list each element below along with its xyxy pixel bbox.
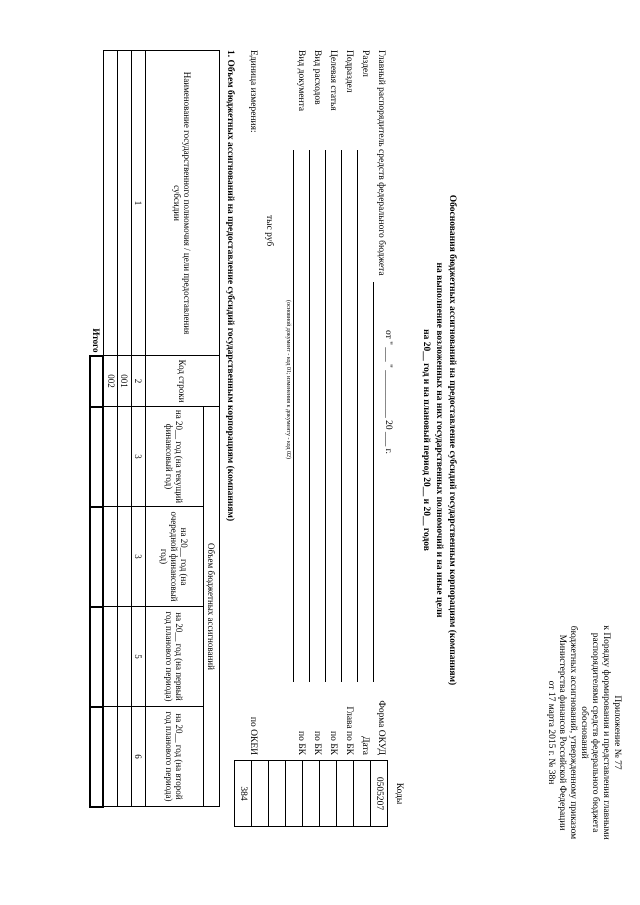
cell-value <box>104 507 118 607</box>
group-header: Объем бюджетных ассигнований <box>204 407 220 807</box>
total-value <box>90 407 104 507</box>
col-number: 6 <box>132 707 146 807</box>
document-title-line: Обоснования бюджетных ассигнований на предоставление субсидий государственным корпорациям (компаниям) <box>447 194 457 686</box>
codes-box <box>234 760 388 827</box>
vid-doc-label: Вид документа <box>296 50 306 112</box>
cell-value <box>118 507 132 607</box>
appendix-line: бюджетных ассигнований, утвержденному приказом <box>568 625 578 840</box>
date-label: Дата <box>360 736 370 755</box>
cell-code: 002 <box>104 356 118 407</box>
vid-doc-note: (основной документ - код 01; изменения к документу - код 02) <box>285 300 291 459</box>
vid-rashodov-code <box>268 761 285 826</box>
appendix-line: от 17 марта 2015 г. № 38н <box>546 680 556 785</box>
col-number: 3 <box>132 507 146 607</box>
document-title-line: на 20__ год и на плановый период 20__ и 20__ годов <box>421 329 431 551</box>
col-name-header: Наименование государственного полномочия / цели предоставления субсидии <box>146 51 220 356</box>
cell-name <box>118 51 132 356</box>
grbs-fill-line <box>373 282 374 682</box>
podrazdel-fill-line <box>341 150 342 682</box>
appendix-header <box>545 610 622 855</box>
table-row <box>132 51 146 807</box>
okud-code: 0505207 <box>370 761 387 826</box>
cell-code: 001 <box>118 356 132 407</box>
col-number: 3 <box>132 407 146 507</box>
cell-value <box>118 707 132 807</box>
total-value <box>90 707 104 807</box>
total-label: Итого <box>91 328 102 353</box>
razdel-fill-line <box>357 150 358 682</box>
vid-rashodov-label: Вид расходов <box>312 50 322 105</box>
glava-label: Глава по БК <box>344 706 354 755</box>
cell-value <box>104 707 118 807</box>
appendix-line: распорядителями средств федерального бюджета обоснований <box>579 632 600 833</box>
grbs-label: Главный распорядитель средств федерального бюджета <box>376 50 386 276</box>
total-value <box>90 607 104 707</box>
col-code-header: Код строки <box>146 356 220 407</box>
cell-value <box>104 607 118 707</box>
col-next-header: на 20__ год (на очередной финансовый год) <box>146 507 204 607</box>
razdel-code <box>319 761 336 826</box>
appropriations-table <box>89 50 220 808</box>
podrazdel-label: Подраздел <box>344 50 354 93</box>
unit-label: Единица измерения: <box>248 50 258 133</box>
table-row <box>90 51 104 807</box>
codes-header: Коды <box>394 782 404 805</box>
total-code <box>90 356 104 407</box>
celevaya-fill-line <box>325 150 326 682</box>
col-number: 5 <box>132 607 146 707</box>
glava-code <box>336 761 353 826</box>
section-heading: 1. Объем бюджетных ассигнований на предоставление субсидий государственным корпорациям (компаниям) <box>225 50 235 522</box>
okei-code: 384 <box>238 786 248 801</box>
appendix-number: Приложение № 77 <box>612 695 622 770</box>
table-row <box>118 51 132 807</box>
cell-name <box>104 51 118 356</box>
vid-rashodov-fill-line <box>309 150 310 682</box>
celevaya-label: Целевая статья <box>328 50 338 111</box>
vid-doc-fill-line <box>293 150 294 682</box>
okud-label: Форма ОКУД <box>376 700 386 755</box>
appendix-line: Министерства финансов Российской Федерации <box>557 634 567 831</box>
celevaya-code <box>285 761 302 826</box>
table-row <box>104 51 118 807</box>
razdel-label: Раздел <box>360 50 370 77</box>
date-code <box>353 761 370 826</box>
unit-value: тыс руб <box>264 215 274 247</box>
okei-label: по ОКЕИ <box>248 716 258 755</box>
col-number: 1 <box>132 51 146 356</box>
appendix-line: к Порядку формирования и представления главными <box>601 625 611 840</box>
bk-label: по БК <box>328 730 338 755</box>
col-first-header: на 20__ год (на первый год планового периода) <box>146 607 204 707</box>
bk-label: по БК <box>312 730 322 755</box>
document-title-line: на выполнение возложенных на них государственных полномочий и на иные цели <box>434 262 444 618</box>
date-line: от " ___ " __________ 20 ___ г. <box>383 330 393 454</box>
cell-value <box>118 407 132 507</box>
vid-doc-code <box>251 761 268 826</box>
podrazdel-code <box>302 761 319 826</box>
total-value <box>90 507 104 607</box>
cell-value <box>118 607 132 707</box>
bk-label: по БК <box>296 730 306 755</box>
cell-value <box>104 407 118 507</box>
col-current-header: на 20__ год (на текущий финансовый год) <box>146 407 204 507</box>
col-number: 2 <box>132 356 146 407</box>
col-second-header: на 20__ год (на второй год планового периода) <box>146 707 204 807</box>
